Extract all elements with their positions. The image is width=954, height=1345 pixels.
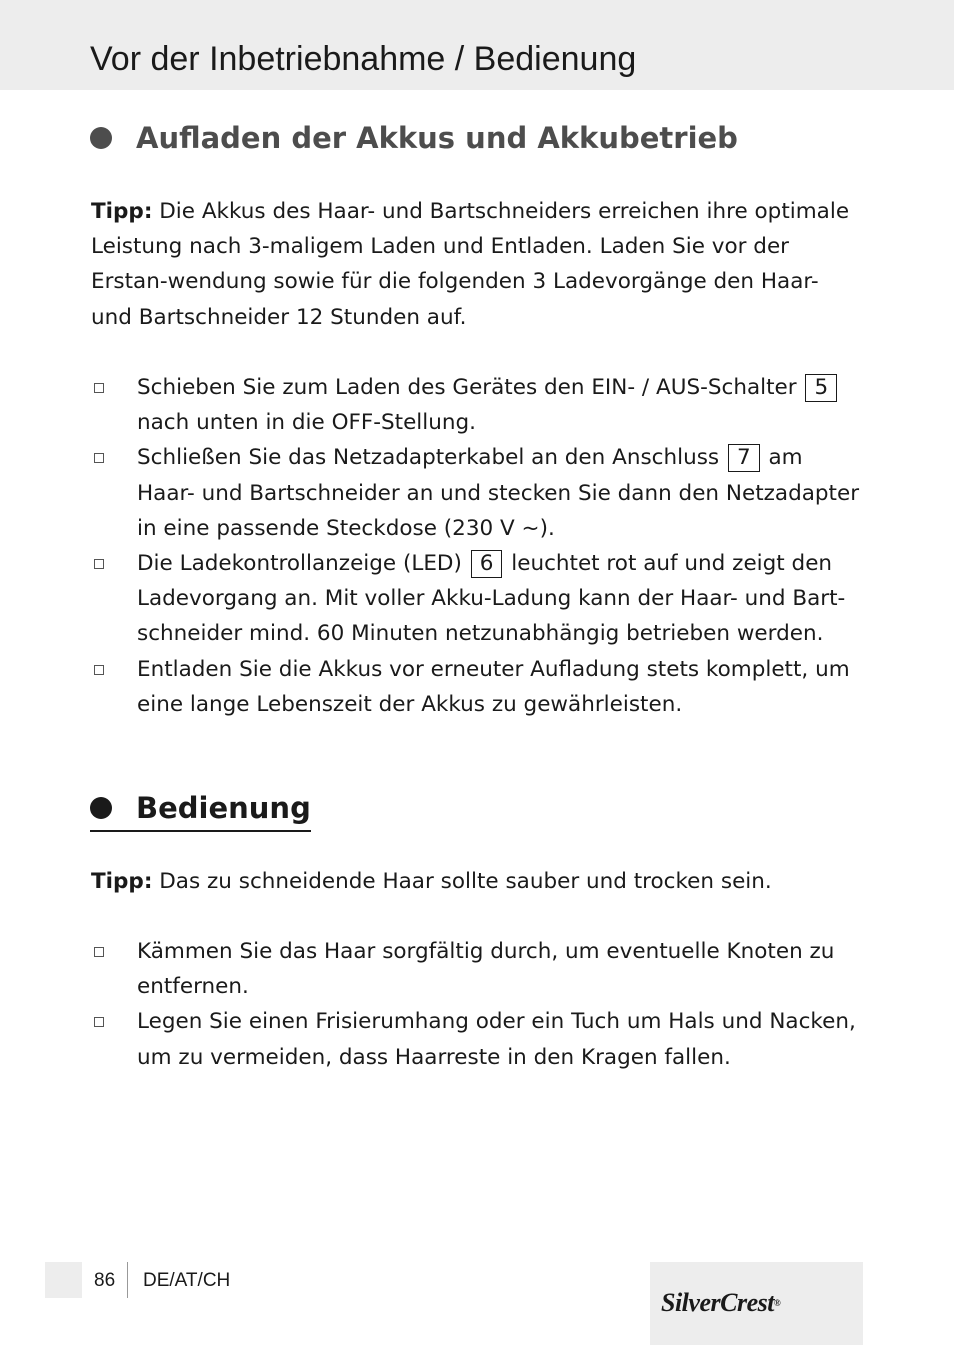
brand-logo: [661, 1286, 780, 1320]
checkbox-square-icon: [94, 1017, 104, 1027]
reference-number: 6: [471, 550, 503, 578]
brand-name: SilverCrest: [661, 1288, 774, 1317]
step-text: Schieben Sie zum Laden des Gerätes den EIN- / AUS-Schalter: [137, 375, 804, 400]
list-item: [91, 1004, 866, 1074]
list-item: [91, 546, 866, 652]
checkbox-square-icon: [94, 947, 104, 957]
reference-number: 7: [728, 444, 760, 472]
section-heading-operation: [90, 786, 311, 832]
list-item: [91, 652, 866, 722]
footer-marker: [45, 1262, 82, 1298]
checkbox-square-icon: [94, 383, 104, 393]
tip-label: Tipp:: [91, 869, 153, 894]
tip-text: Die Akkus des Haar- und Bartschneiders erreichen ihre optimale Leistung nach 3-maligem Laden und Entladen. Laden Sie vor der Erstan-wendung sowie für die folgenden 3 Ladevorgänge den Haar- und Bartschneider 12 Stunden auf.: [91, 199, 850, 330]
step-text: am Haar- und Bartschneider an und stecken Sie dann den Netzadapter in eine passende Steckdose (230 V ~).: [137, 445, 860, 541]
bullet-dot-icon: [90, 797, 112, 819]
page-title: Vor der Inbetriebnahme / Bedienung: [90, 40, 637, 78]
step-text: Schließen Sie das Netzadapterkabel an den Anschluss: [137, 445, 726, 471]
list-item: [91, 370, 866, 440]
section-title: Bedienung: [136, 791, 311, 825]
tip-paragraph: [91, 194, 866, 335]
operation-steps-list: [91, 934, 866, 1075]
list-item: [91, 934, 866, 1004]
page-number: 86: [94, 1270, 116, 1291]
registered-mark: ®: [773, 1298, 781, 1308]
step-text: Kämmen Sie das Haar sorgfältig durch, um eventuelle Knoten zu entfernen.: [137, 939, 835, 1000]
step-text: Entladen Sie die Akkus vor erneuter Aufladung stets komplett, um eine lange Lebenszeit der Akkus zu gewährleisten.: [137, 656, 850, 717]
section-title: Aufladen der Akkus und Akkubetrieb: [136, 121, 738, 155]
footer-divider: [127, 1262, 128, 1298]
tip-paragraph: [91, 864, 866, 899]
step-text: Die Ladekontrollanzeige (LED): [137, 551, 469, 577]
section-heading-charging: [90, 116, 738, 160]
step-text: nach unten in die OFF-Stellung.: [137, 410, 476, 436]
step-text: leuchtet rot auf und zeigt den Ladevorgang an. Mit voller Akku-Ladung kann der Haar- und Bart-schneider mind. 60 Minuten netzunabhängig betrieben werden.: [137, 551, 846, 647]
checkbox-square-icon: [94, 559, 104, 569]
language-codes: DE/AT/CH: [143, 1270, 231, 1291]
reference-number: 5: [805, 374, 837, 402]
page-header: [0, 0, 954, 90]
checkbox-square-icon: [94, 665, 104, 675]
bullet-dot-icon: [90, 127, 112, 149]
step-text: Legen Sie einen Frisierumhang oder ein Tuch um Hals und Nacken, um zu vermeiden, dass Haarreste in den Kragen fallen.: [137, 1009, 856, 1070]
checkbox-square-icon: [94, 453, 104, 463]
tip-text: Das zu schneidende Haar sollte sauber und trocken sein.: [152, 869, 772, 894]
list-item: [91, 440, 866, 546]
tip-label: Tipp:: [91, 199, 153, 224]
charging-steps-list: [91, 370, 866, 722]
